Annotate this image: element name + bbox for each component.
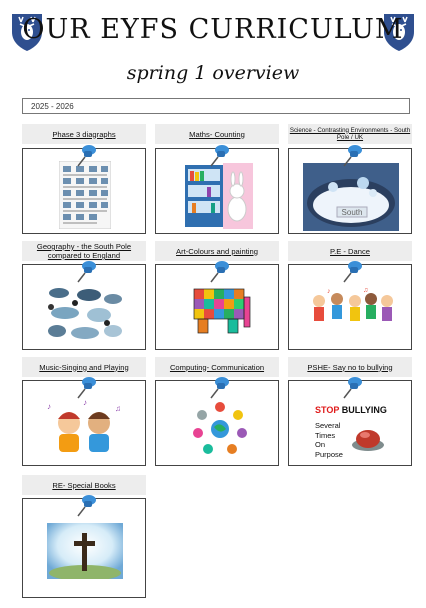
communication-circle-image [190, 397, 250, 457]
subject-header-science: Science - Contrasting Environments - South Pole / UK [288, 124, 412, 144]
subject-card-art [155, 264, 279, 350]
pushpin-icon [208, 375, 230, 399]
subject-card-pe [288, 264, 412, 350]
pushpin-icon [208, 143, 230, 167]
subject-card-pshe [288, 380, 412, 466]
subject-header-maths: Maths- Counting [155, 124, 279, 144]
subject-card-re [22, 498, 146, 598]
subject-header-art: Art-Colours and painting [155, 241, 279, 261]
subject-header-pshe: PSHE- Say no to bullying [288, 357, 412, 377]
pushpin-icon [341, 259, 363, 283]
cross-sky-image [47, 523, 123, 579]
subject-card-science [288, 148, 412, 234]
pushpin-icon [75, 143, 97, 167]
pushpin-icon [75, 375, 97, 399]
snow-tray-image [303, 163, 399, 231]
pushpin-icon [75, 493, 97, 517]
subject-header-re: RE- Special Books [22, 475, 146, 495]
subject-header-music: Music-Singing and Playing [22, 357, 146, 377]
pushpin-icon [341, 375, 363, 399]
subject-card-geography [22, 264, 146, 350]
singing-children-image [45, 399, 125, 459]
svg-text:♪: ♪ [47, 402, 51, 411]
subject-card-computing [155, 380, 279, 466]
subject-card-music [22, 380, 146, 466]
subject-header-computing: Computing- Communication [155, 357, 279, 377]
svg-text:♪: ♪ [83, 399, 87, 407]
subject-header-pe: P.E - Dance [288, 241, 412, 261]
subject-header-geography: Geography - the South Pole compared to England [22, 241, 146, 261]
subject-header-phonics: Phase 3 diagraphs [22, 124, 146, 144]
phonics-chart-image [59, 161, 111, 229]
patchwork-elephant-image [188, 281, 254, 345]
pushpin-icon [208, 259, 230, 283]
svg-text:♫: ♫ [363, 287, 369, 294]
svg-text:♫: ♫ [115, 404, 121, 413]
subject-card-phonics [22, 148, 146, 234]
red-button-icon [351, 421, 385, 453]
svg-text:♪: ♪ [327, 288, 331, 295]
pushpin-icon [75, 259, 97, 283]
stop-bullying-heading: STOP BULLYING [315, 405, 387, 415]
counting-bookshelf-image [183, 163, 253, 229]
subject-card-maths [155, 148, 279, 234]
dancing-children-image [307, 287, 395, 339]
snow-sign-text: South [341, 208, 363, 217]
page-title: OUR EYFS CURRICULUM [22, 14, 404, 45]
stop-acronym-list: Several Times On Purpose [315, 421, 343, 459]
polar-animals-image [45, 281, 125, 343]
page-subtitle: spring 1 overview [126, 62, 300, 84]
academic-year: 2025 - 2026 [22, 98, 410, 114]
pushpin-icon [341, 143, 363, 167]
